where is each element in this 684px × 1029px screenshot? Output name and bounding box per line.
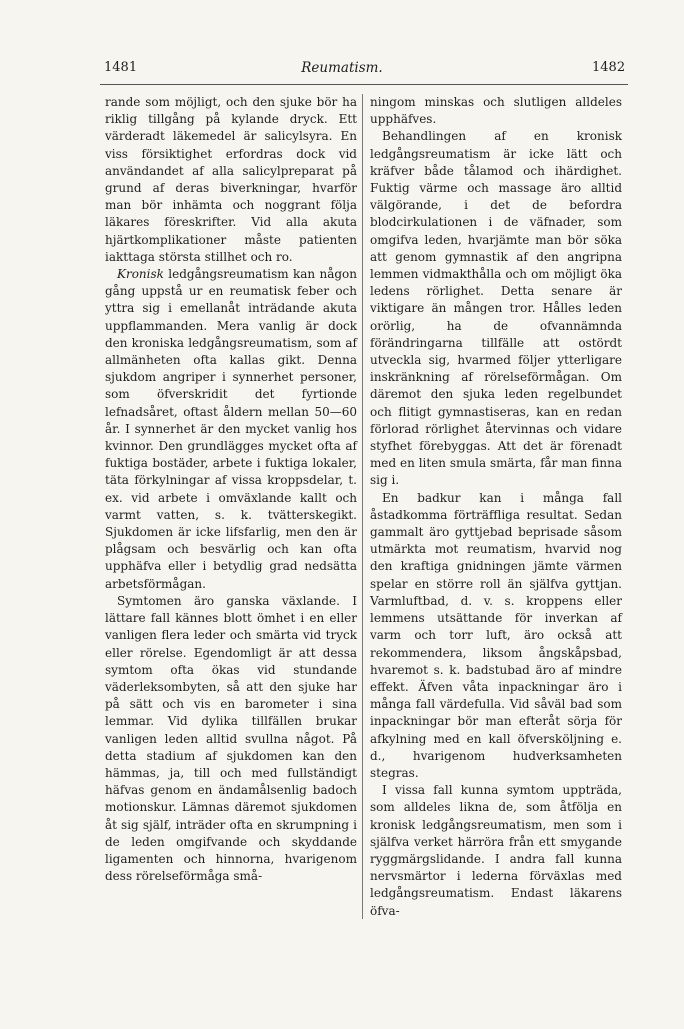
left-column [105,94,357,885]
page-header [0,56,684,82]
right-column [370,94,622,920]
paragraph-fever-treatment: rande som möjligt, och den sjuke bör ha riklig tillgång på kylande dryck. Ett värderadt läkemedel är salicylsyra. En viss försiktighet erfordras dock vid användandet af alla salicylpreparat på grund af deras biverkningar, hvarför man bör inhämta och noggrant följa läkares föreskrifter. Vid alla akuta hjärtkomplikationer måste patienten iakttaga största stillhet och ro. [105,95,357,264]
paragraph-continuation: ningom minskas och slutligen alldeles upphäfves. [370,95,622,127]
page-number-left: 1481 [104,60,138,75]
paragraph-differential: I vissa fall kunna symtom uppträda, som alldeles likna de, som åtfölja en kronisk ledgångsreumatism, men som i själfva verket härröra från ett smygande ryggmärgslidande. I andra fall kunna nervsmärtor i lederna förväxlas med ledgångsreumatism. Endast läkarens öfva- [370,783,622,918]
paragraph-chronic-body: ledgångsreumatism kan någon gång uppstå ur en reumatisk feber och yttra sig i emellanåt inträdande akuta uppflammanden. Mera vanlig är dock den kroniska ledgångsreumatism, som af allmänheten ofta kallas gikt. Denna sjukdom angriper i synnerhet personer, som öfverskridit det fyrtionde lefnadsåret, oftast åldern mellan 50—60 år. I synnerhet är den mycket vanlig hos kvinnor. Den grundlägges mycket ofta af fuktiga bostäder, arbete i fuktiga lokaler, täta förkylningar af vissa kroppsdelar, t. ex. vid arbete i omväxlande kallt och varmt vatten, s. k. tvätterskegikt. Sjukdomen är icke lifsfarlig, men den är plågsam och besvärlig och kan ofta upphäfva eller i betydlig grad nedsätta arbetsförmågan. [105,267,357,591]
paragraph-symptoms: Symtomen äro ganska växlande. I lättare fall kännes blott ömhet i en eller vanligen flera leder och smärta vid tryck eller rörelse. Egendomligt är att dessa symtom ofta ökas vid stundande väderleksombyten, så att den sjuke har på sätt och vis en barometer i sina lemmar. Vid dylika tillfällen brukar vanligen leden alltid svullna något. På detta stadium af sjukdomen kan den hämmas, ja, till och med fullständigt häfvas genom en ändamålsenlig badoch motionskur. Lämnas däremot sjukdomen åt sig själf, inträder ofta en skrumpning i de leden omgifvande och skyddande ligamenten och hinnorna, hvarigenom dess rörelseförmåga små- [105,593,357,884]
paragraph-chronic-intro [105,266,357,593]
column-divider [362,94,363,919]
header-rule [100,84,628,85]
paragraph-treatment: Behandlingen af en kronisk ledgångsreumatism är icke lätt och kräfver både tålamod och ihärdighet. Fuktig värme och massage äro alltid välgörande, i det de befordra blodcirkulationen i de väfnader, som omgifva leden, hvarjämte man bör söka att genom gymnastik af den angripna lemmen vidmakthålla och om möjligt öka ledens rörlighet. Detta senare är viktigare än mången tror. Hålles leden orörlig, ha de ofvannämnda förändringarna tillfälle att ostördt utveckla sig, hvarmed följer ytterligare inskränkning af rörelseförmågan. Om däremot den sjuka leden regelbundet och flitigt gymnastiseras, kan en redan förlorad rörlighet återvinnas och vidare styfhet förebyggas. Att det är förenadt med en liten smula smärta, får man finna sig i. [370,129,622,488]
page-number-right: 1482 [592,60,626,75]
paragraph-bath-cure: En badkur kan i många fall åstadkomma förträffliga resultat. Sedan gammalt äro gyttjebad beprisade såsom utmärkta mot reumatism, hvarvid nog den kraftiga gnidningen jämte värmen spelar en större roll än själfva gyttjan. Varmluftbad, d. v. s. kroppens eller lemmens utsättande för inverkan af varm och torr luft, äro också att rekommendera, liksom ångskåpsbad, hvaremot s. k. badstubad äro af mindre effekt. Äfven våta inpackningar äro i många fall värdefulla. Vid såväl bad som inpackningar bör man efteråt sörja för afkylning med en kall öfversköljning e. d., hvarigenom hudverksamheten stegras. [370,490,622,780]
lead-word-kronisk: Kronisk [117,267,164,282]
running-title: Reumatism. [301,60,383,76]
